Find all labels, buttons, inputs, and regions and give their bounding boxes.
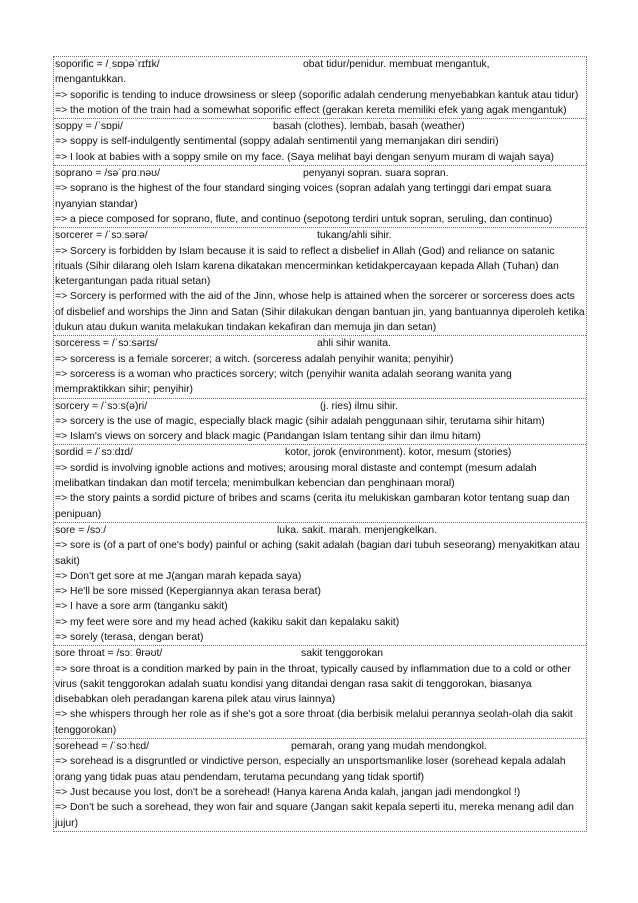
example-line: => my feet were sore and my head ached (kakiku sakit dan kepalaku sakit) [55,616,400,628]
headword-pronunciation: sorceress = /ˈsɔːsərɪs/ [55,338,158,350]
headword-pronunciation: sorcerer = /ˈsɔːsərə/ [55,230,148,242]
dictionary-entry [54,336,586,398]
headword-meaning: (j. ries) ilmu sihir. [320,400,398,412]
example-line: => a piece composed for soprano, flute, and continuo (sepotong terdiri untuk sopran, seruling, dan continuo) [55,213,553,225]
headword-meaning: pemarah, orang yang mudah mendongkol. [291,741,487,753]
entry-headline [55,739,585,754]
example-line: => He'll be sore missed (Kepergiannya akan terasa berat) [55,586,321,598]
example-line: => Don't be such a sorehead, they won fair and square (Jangan sakit kepala seperti itu, mereka menang adil dan jujur) [55,802,574,829]
dictionary-entry [54,119,586,166]
example-line: => sorceress is a female sorcerer; a witch. (sorceress adalah penyihir wanita; penyihir) [55,353,454,365]
example-line: => Sorcery is performed with the aid of the Jinn, whose help is attained when the sorcerer or sorceress does acts of disbelief and worships the Jinn and Satan (Sihir dilakukan dengan bantuan jin, yang bantuannya diperoleh ketika dukun atau dukun wanita melakukan tindakan kekafiran dan memuja jin dan setan) [55,291,585,334]
example-line: => Islam's views on sorcery and black magic (Pandangan Islam tentang sihir dan ilmu hitam) [55,431,481,443]
headword-pronunciation: sore = /sɔː/ [55,524,107,536]
entry-headline [55,646,585,661]
entry-headline [55,445,585,460]
headword-meaning: kotor, jorok (environment). kotor, mesum (stories) [285,447,512,459]
entry-headline [55,119,585,134]
example-line: => the motion of the train had a somewhat soporific effect (gerakan kereta memiliki efek yang agak mengantuk) [55,104,567,116]
headword-pronunciation: sorehead = /ˈsɔːhɛd/ [55,741,150,753]
example-line: => Sorcery is forbidden by Islam because it is said to reflect a disbelief in Allah (God) and reliance on satanic rituals (Sihir dilarang oleh Islam karena dikatakan mencerminkan ketidakpercayaan kepada Allah (Tuhan) dan ketergantungan pada ritual setan) [55,245,559,288]
example-line: => I look at babies with a soppy smile on my face. (Saya melihat bayi dengan senyum muram di wajah saya) [55,151,554,163]
entry-headline [55,166,585,181]
entry-headline [55,57,585,72]
headword-meaning: penyanyi sopran. suara sopran. [303,168,449,180]
example-line: => sorcery is the use of magic, especially black magic (sihir adalah penggunaan sihir, terutama sihir hitam) [55,415,545,427]
headword-pronunciation: soppy = /ˈsɒpi/ [55,121,123,133]
example-line: => the story paints a sordid picture of bribes and scams (cerita itu melukiskan gambaran kotor tentang suap dan penipuan) [55,493,570,520]
example-line: => soprano is the highest of the four standard singing voices (sopran adalah yang tertinggi dari empat suara nyanyian standar) [55,183,552,210]
example-line: => sore is (of a part of one's body) painful or aching (sakit adalah (bagian dari tubuh seseorang) menyakitkan atau sakit) [55,540,580,567]
example-line: => Just because you lost, don't be a sorehead! (Hanya karena Anda kalah, jangan jadi mendongkol !) [55,786,521,798]
example-line: => sore throat is a condition marked by pain in the throat, typically caused by inflammation due to a cold or other virus (sakit tenggorokan adalah suatu kondisi yang ditandai dengan rasa sakit di tenggorokan, biasanya disebabkan oleh peradangan karena pilek atau virus lainnya) [55,663,571,706]
dictionary-entry [54,646,586,739]
headword-meaning: tukang/ahli sihir. [317,230,392,242]
entry-headline [55,336,585,351]
dictionary-page [53,56,587,832]
headword-pronunciation: sorcery = /ˈsɔːs(ə)ri/ [55,400,148,412]
example-line: => sordid is involving ignoble actions and motives; arousing moral distaste and contempt (mesum adalah melibatkan tindakan dan motif tercela; menimbulkan kebencian dan penghinaan moral) [55,462,537,490]
example-line: => sorehead is a disgruntled or vindictive person, especially an unsportsmanlike loser (sorehead kepala adalah orang yang tidak puas atau pendendam, terutama pecundang yang tidak sportif) [55,756,566,783]
example-line: => she whispers through her role as if she's got a sore throat (dia berbisik melalui perannya seolah-olah dia sakit tenggorokan) [55,709,573,736]
headword-meaning-continued: mengantukkan. [55,74,127,86]
example-line: => I have a sore arm (tanganku sakit) [55,601,228,613]
headword-pronunciation: sordid = /ˈsɔːdɪd/ [55,447,133,459]
example-line: => soppy is self-indulgently sentimental (soppy adalah sentimentil yang memanjakan diri sendiri) [55,136,499,148]
dictionary-entry [54,57,586,119]
headword-meaning: basah (clothes). lembab, basah (weather) [273,121,465,133]
entry-headline [55,228,585,243]
headword-pronunciation: soporific = /ˌsɒpəˈrɪfɪk/ [55,59,160,70]
dictionary-entry [54,166,586,228]
example-line: => soporific is tending to induce drowsiness or sleep (soporific adalah cenderung menyebabkan kantuk atau tidur) [55,89,579,101]
headword-meaning: sakit tenggorokan [301,648,384,660]
example-line: => sorely (terasa, dengan berat) [55,631,204,643]
dictionary-entry [54,739,586,831]
example-line: => sorceress is a woman who practices sorcery; witch (penyihir wanita adalah seorang wanita yang mempraktikkan sihir; penyihir) [55,368,512,396]
entry-headline [55,523,585,538]
dictionary-entry [54,228,586,336]
dictionary-entry [54,399,586,446]
entry-headline [55,399,585,414]
dictionary-entry [54,445,586,522]
headword-meaning: luka. sakit. marah. menjengkelkan. [277,524,437,536]
headword-meaning: obat tidur/penidur. membuat mengantuk, [303,59,490,70]
headword-pronunciation: sore throat = /sɔː θrəʊt/ [55,648,163,660]
headword-pronunciation: soprano = /səˈprɑːnəʊ/ [55,168,160,180]
dictionary-entry [54,523,586,646]
example-line: => Don't get sore at me J(angan marah kepada saya) [55,570,302,582]
headword-meaning: ahli sihir wanita. [317,338,391,350]
